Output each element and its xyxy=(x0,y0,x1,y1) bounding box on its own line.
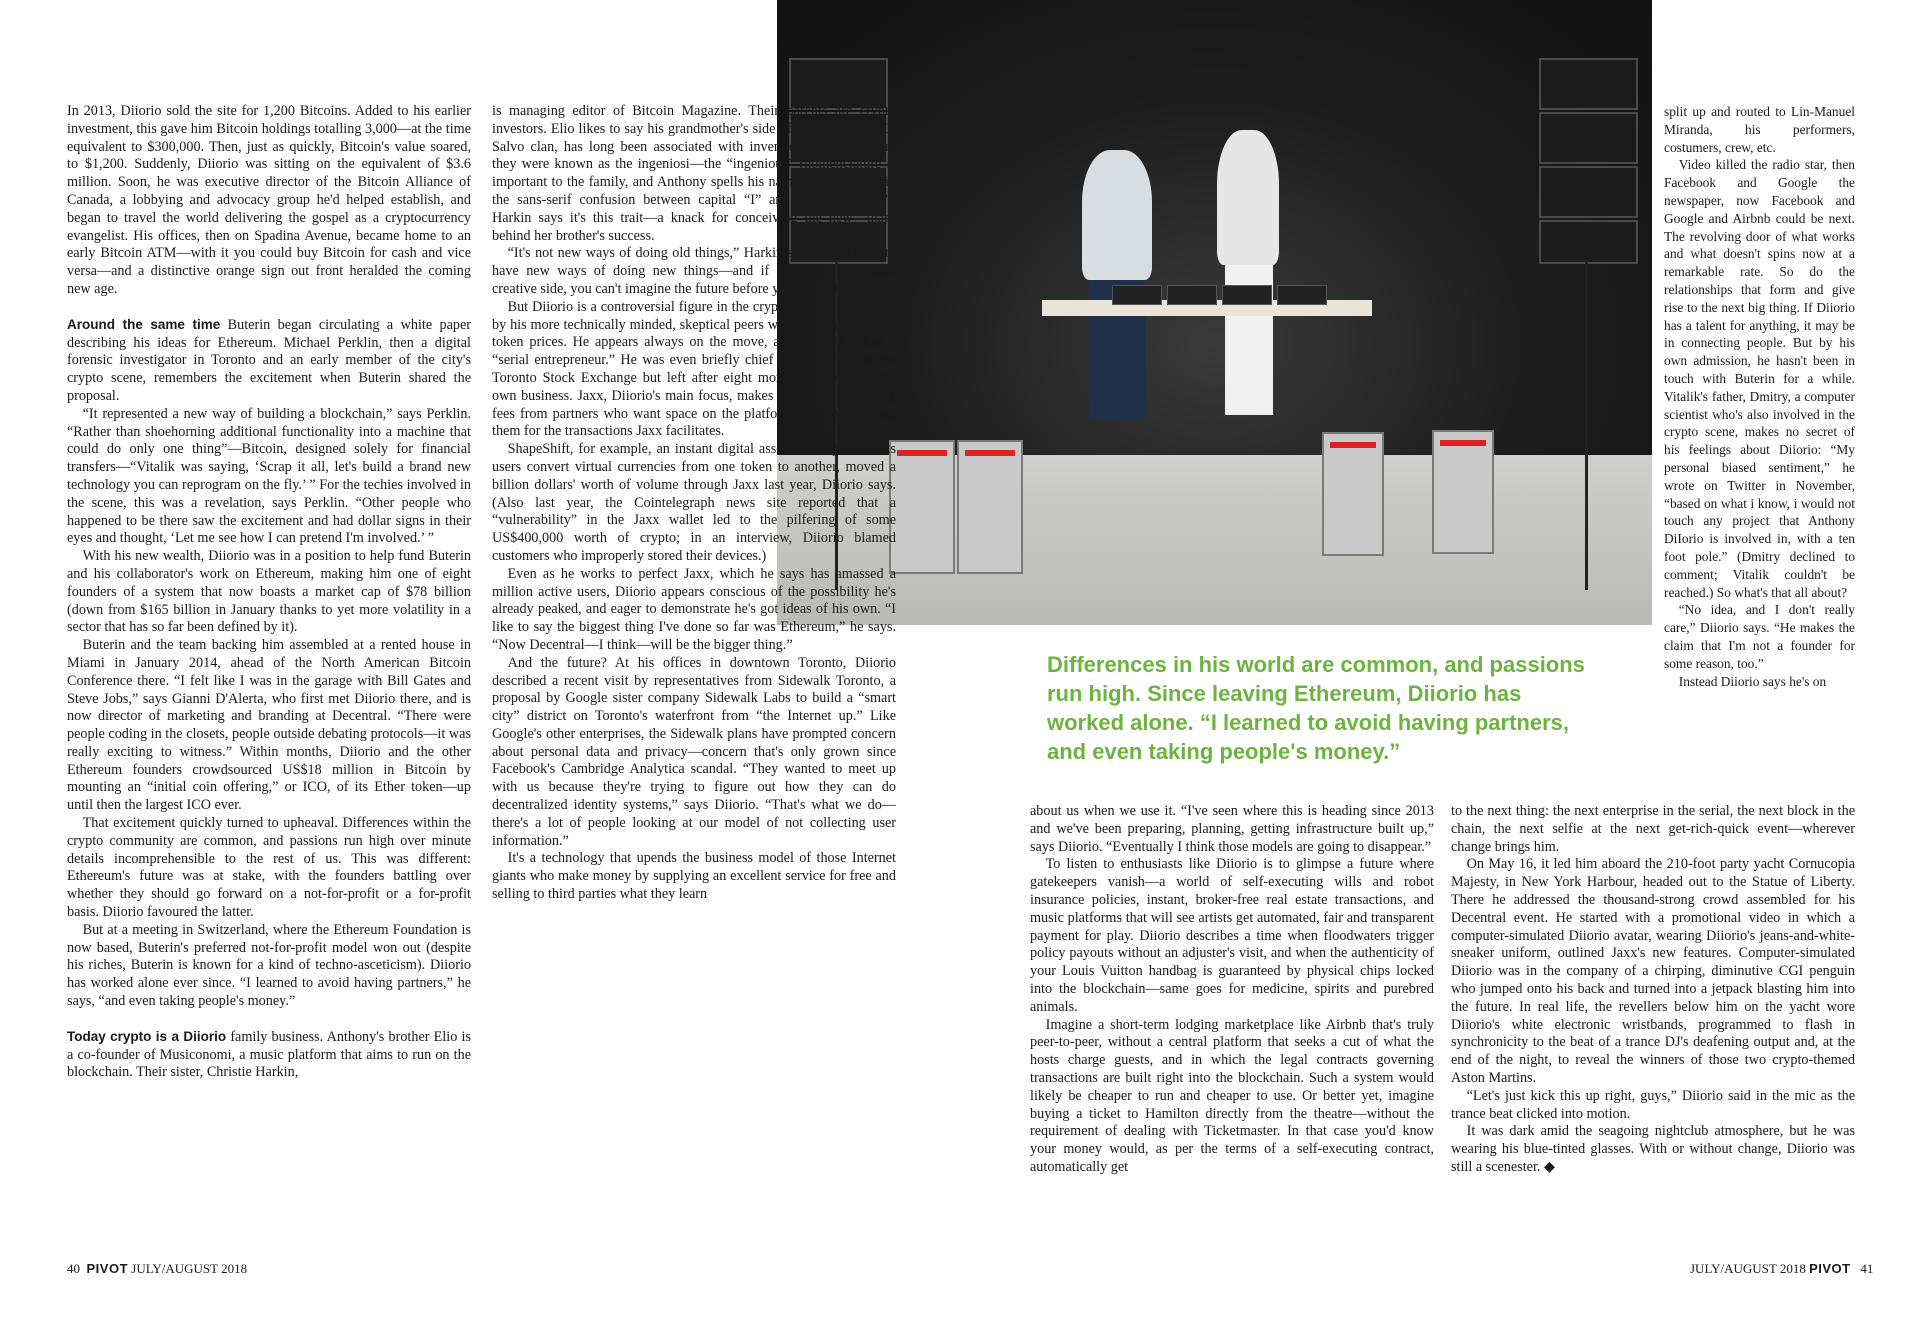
paragraph: split up and routed to Lin-Manuel Miranda, his performers, costumers, crew, etc. xyxy=(1664,104,1855,155)
folio-left xyxy=(67,1261,247,1277)
run-in-lead: Around the same time xyxy=(67,316,221,332)
folio-right xyxy=(1690,1261,1873,1277)
paragraph: Even as he works to perfect Jaxx, which he says has amassed a million active users, Diiorio appears conscious of the possibility he's already peaked, and eager to demonstrate he's got ideas of his own. “I like to say the biggest thing I've done so far was Ethereum,” he says. “Now Decentral—I think—will be the bigger thing.” xyxy=(492,565,896,653)
paragraph: to the next thing: the next enterprise in the serial, the next block in the chain, the next selfie at the next get-rich-quick event—wherever change brings him. xyxy=(1451,803,1855,855)
article-column-5 xyxy=(1664,103,1855,690)
paragraph: To listen to enthusiasts like Diiorio is to glimpse a future where gatekeepers vanish—a world of self-executing wills and robot insurance policies, instant, broker-free real estate transactions, and music platforms that will see artists get automated, fair and transparent payment for play. Diiorio describes a time when floodwaters trigger policy payouts without an adjuster's visit, and when the authenticity of your Louis Vuitton handbag is guaranteed by physical chips locked into the blockchain—same goes for medicine, spirits and purebred animals. xyxy=(1030,856,1434,1015)
paragraph: about us when we use it. “I've seen where this is heading since 2013 and we've been preparing, planning, getting infrastructure built up,” says Diiorio. “Eventually I think those models are going to disappear.” xyxy=(1030,803,1434,855)
magazine-brand: PIVOT xyxy=(1809,1261,1851,1276)
paragraph: “Let's just kick this up right, guys,” Diiorio said in the mic as the trance beat clicked into motion. xyxy=(1451,1087,1855,1122)
paragraph: But at a meeting in Switzerland, where the Ethereum Foundation is now based, Buterin's preferred not-for-profit model won out (despite his riches, Buterin is known for a kind of techno-asceticism). Diiorio has worked alone ever since. “I learned to avoid having partners,” he says, “and even taking people's money.” xyxy=(67,921,471,1010)
paragraph: Around the same time Buterin began circulating a white paper describing his ideas for Ethereum. Michael Perklin, then a digital forensic investigator in Toronto and an early member of the city's crypto scene, remembers the excitement when Buterin shared the proposal. xyxy=(67,316,472,404)
paragraph: “It represented a new way of building a blockchain,” says Perklin. “Rather than shoehorning additional functionality into a machine that could do only one thing”—Bitcoin, designed solely for financial transfers—“Vitalik was saying, ‘Scrap it all, let's build a brand new technology you can reprogram on the fly.’ ” For the techies involved in the scene, this was a revelation, says Perklin. “Other people who happened to be there saw the excitement and had dollar signs in their eyes and thought, ‘Let me see how I can pretend I'm involved.’ ” xyxy=(67,405,471,547)
paragraph: “No idea, and I don't really care,” Diiorio says. “He makes the claim that I'm not a founder for some reason, too.” xyxy=(1664,602,1855,671)
article-column-4 xyxy=(1451,803,1855,1177)
paragraph: And the future? At his offices in downtown Toronto, Diiorio described a recent visit by representatives from Sidewalk Toronto, a proposal by Google sister company Sidewalk Labs to build a “smart city” district on Toronto's waterfront from “the Internet up.” Like Google's other enterprises, the Sidewalk plans have prompted concern about personal data and privacy—concern that's only grown since Facebook's Cambridge Analytica scandal. “They wanted to meet up with us because they're trying to figure out how they can do decentralized identity systems,” says Diiorio. “That's what we do—there's a lot of people looking at our model of not collecting user information.” xyxy=(492,654,896,849)
issue-date: JULY/AUGUST 2018 xyxy=(131,1261,248,1276)
paragraph: It's a technology that upends the business model of those Internet giants who make money by supplying an excellent service for free and selling to third parties what they learn xyxy=(492,850,896,903)
paragraph: Video killed the radio star, then Facebook and Google the newspaper, now Facebook and Google and Airbnb could be next. The revolving door of what works and what doesn't spins now at a remarkable rate. So do the relationships that form and give rise to the next big thing. If Diiorio has a talent for anything, it may be in connecting people. But by his own admission, he hasn't been in touch with Buterin for a while. Vitalik's father, Dmitry, a computer scientist who's also involved in the crypto scene, makes no secret of his feelings about Diiorio: “My personal biased sentiment,” he wrote on Twitter in November, “based on what i know, i would not touch any project that Anthony DiIorio is involved in, with a ten foot pole.” (Dmitry declined to comment; Vitalik couldn't be reached.) So what's that all about? xyxy=(1664,157,1855,600)
page-number: 40 xyxy=(67,1261,80,1276)
paragraph: That excitement quickly turned to upheaval. Differences within the crypto community are common, and passions run high over minute details incomprehensible to the rest of us. This was different: Ethereum's future was at stake, with the founders battling over whether they should go forward on a not-for-profit or a for-profit basis. Diiorio favoured the latter. xyxy=(67,815,471,921)
paragraph: Today crypto is a Diiorio family business. Anthony's brother Elio is a co-founder of Musiconomi, a music platform that aims to run on the blockchain. Their sister, Christie Harkin, xyxy=(67,1028,471,1081)
paragraph: It was dark amid the seagoing nightclub atmosphere, but he was wearing his blue-tinted glasses. With or without change, Diiorio was still a scenester. ◆ xyxy=(1451,1123,1855,1175)
paragraph: Imagine a short-term lodging marketplace like Airbnb that's truly peer-to-peer, without a central platform that seeks a cut of what the hosts charge guests, and in which the legal contracts governing transactions are built right into the blockchain. Such a system would likely be cheaper to run and cheaper to use. Or better yet, imagine buying a ticket to Hamilton directly from the theatre—without the requirement of dealing with Ticketmaster. In that case you'd know your money would, as per the terms of a self-executing contract, automatically get xyxy=(1030,1016,1434,1175)
paragraph: With his new wealth, Diiorio was in a position to help fund Buterin and his collaborator's work on Ethereum, making him one of eight founders of a system that now boasts a market cap of $78 billion (down from $165 billion in January thanks to yet more volatility in a sector that has so far been defined by it). xyxy=(67,548,471,636)
magazine-brand: PIVOT xyxy=(86,1261,129,1276)
paragraph: But Diiorio is a controversial figure in the crypto sphere, associated by his more technically minded, skeptical peers with hype and inflated token prices. He appears always on the move, and is often called a “serial entrepreneur.” He was even briefly chief digital officer at the Toronto Stock Exchange but left after eight months to focus on his own business. Jaxx, Diiorio's main focus, makes money by collecting fees from partners who want space on the platform, and by charging them for the transactions Jaxx facilitates. xyxy=(492,298,896,440)
dj-studio-photo xyxy=(777,0,1652,625)
paragraph: On May 16, it led him aboard the 210-foot party yacht Cornucopia Majesty, in New York Harbour, headed out to the Statue of Liberty. There he addressed the thousand-strong crowd assembled for his Decentral event. He started with a promotional video in which a computer-simulated Diiorio avatar, wearing Diiorio's jeans-and-white-sneaker uniform, outlined Jaxx's new features. Computer-simulated Diiorio was in the company of a chirping, diminutive CGI penguin who jumped onto his back and turned into a jetpack blasting him into the future. In real life, the revellers below him on the yacht wore Diiorio's white electronic wristbands, programmed to flash in synchronicity to the beat of a trance DJ's deafening output and, at the end of the night, to reveal the winners of those two crypto-themed Aston Martins. xyxy=(1451,856,1855,1086)
page-number: 41 xyxy=(1860,1261,1874,1276)
pull-quote: Differences in his world are common, and passions run high. Since leaving Ethereum, Diiorio has worked alone. “I learned to avoid having partners, and even taking people's money.” xyxy=(1047,652,1585,764)
article-column-3 xyxy=(1030,803,1434,1177)
paragraph: Buterin and the team backing him assembled at a rented house in Miami in January 2014, ahead of the North American Bitcoin Conference there. “I felt like I was in the garage with Bill Gates and Steve Jobs,” says Gianni D'Alerta, who first met Diiorio there, and is now director of marketing and branding at Decentral. “There were people coding in the closets, people outside debating protocols—it was really exciting to witness.” Within months, Diiorio and the other Ethereum founders crowdsourced US$18 million in Bitcoin by mounting an “initial coin offering,” or ICO, of its Ether token—up until then the largest ICO ever. xyxy=(67,637,471,814)
paragraph: is managing editor of Bitcoin Magazine. Their parents are crypto investors. Elio likes to say his grandmother's side of the family, the Di Salvo clan, has long been associated with invention in Italy, where they were known as the ingeniosi—the “ingenious” (nomenclature is important to the family, and Anthony spells his name Diiorio to avoid the sans-serif confusion between capital “I” and lower-case “L”). Harkin says it's this trait—a knack for conceiving the new—that's behind her brother's success. xyxy=(492,103,896,244)
article-column-1 xyxy=(67,103,471,1082)
paragraph: ShapeShift, for example, an instant digital asset exchange that lets users convert virtual currencies from one token to another, moved a billion dollars' worth of volume through Jaxx last year, Diiorio says. (Also last year, the Cointelegraph news site reported that a “vulnerability” in the Jaxx wallet led to the pilfering of some US$400,000 worth of crypto; in an interview, Diiorio blamed customers who improperly stored their devices.) xyxy=(492,441,896,564)
paragraph: “It's not new ways of doing old things,” Harkin says. “You have to have new ways of doing new things—and if you don't have that creative side, you can't imagine the future before you build it.” xyxy=(492,245,896,297)
run-in-lead: Today crypto is a Diiorio xyxy=(67,1028,227,1044)
paragraph: In 2013, Diiorio sold the site for 1,200 Bitcoins. Added to his earlier investment, this gave him Bitcoin holdings totalling 3,000—at the time equivalent to $300,000. Then, just as quickly, Bitcoin's value soared, to $1,200. Suddenly, Diiorio was sitting on the equivalent of $3.6 million. Soon, he was executive director of the Bitcoin Alliance of Canada, a lobbying and advocacy group he'd helped establish, and began to travel the world delivering the gospel as a cryptocurrency evangelist. His offices, then on Spadina Avenue, became home to an early Bitcoin ATM—with it you could buy Bitcoin for cash and vice versa—and a distinctive orange sign out front heralded the coming new age. xyxy=(67,103,471,297)
issue-date: JULY/AUGUST 2018 xyxy=(1690,1261,1806,1276)
article-column-2 xyxy=(492,103,896,904)
paragraph: Instead Diiorio says he's on xyxy=(1678,673,1827,689)
